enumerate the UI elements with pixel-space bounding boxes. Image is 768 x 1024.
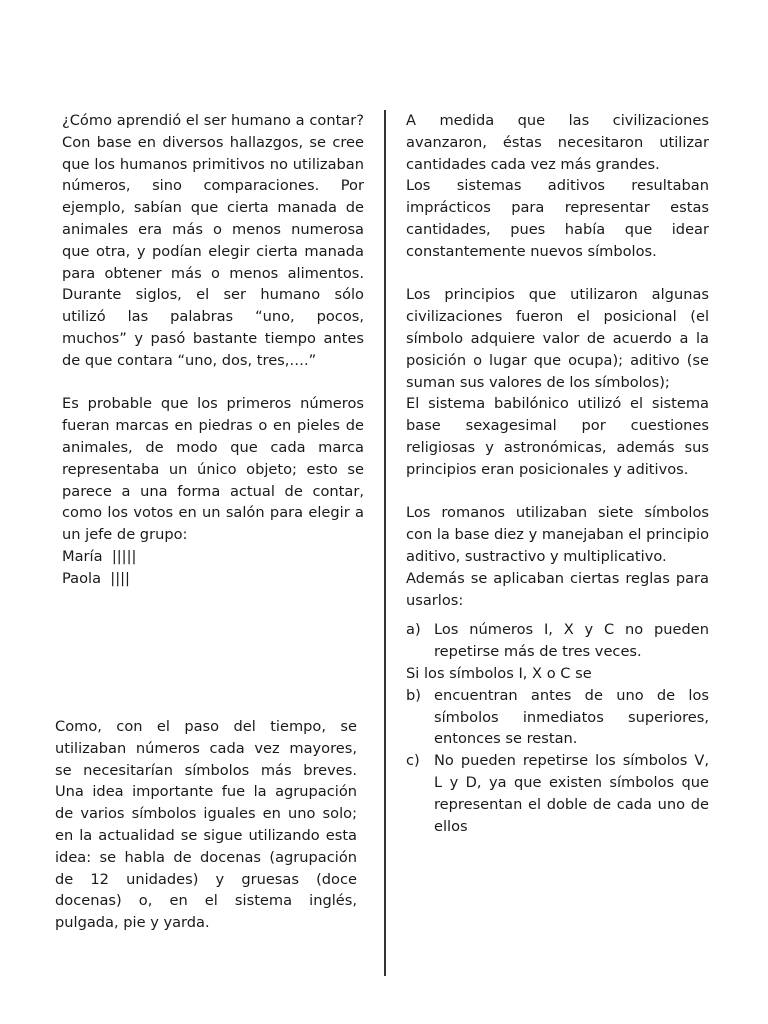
paragraph-gap	[62, 372, 364, 394]
column-divider	[384, 110, 386, 976]
civilizations-paragraph: A medida que las civilizaciones avanzaron, éstas necesitaron utilizar cantidades cada vez más grandes.	[406, 112, 709, 173]
tally-name: Paola	[62, 569, 102, 587]
paragraph-gap	[406, 263, 709, 285]
intro-paragraph: ¿Cómo aprendió el ser humano a contar? Con base en diversos hallazgos, se cree que los humanos primitivos no utilizaban números, sino comparaciones. Por ejemplo, sabían que cierta manada de animales era más o menos numerosa que otra, y podían elegir cierta manada para obtener más o menos alimentos. Durante siglos, el ser humano sólo utilizó las palabras “uno, pocos, muchos” y pasó bastante tiempo antes de que contara “uno, dos, tres,….”	[62, 112, 364, 369]
principles-paragraph: Los principios que utilizaron algunas civilizaciones fueron el posicional (el símbolo adquiere valor de acuerdo a la posición o lugar que ocupa); aditivo (se suman sus valores de los símbolos);	[406, 286, 709, 391]
rules-list	[406, 619, 709, 837]
babylonian-paragraph: El sistema babilónico utilizó el sistema base sexagesimal por cuestiones religiosas y astronómicas, además sus principios eran posicionales y aditivos.	[406, 395, 709, 478]
rule-text: Los números I, X y C no pueden repetirse más de tres veces.	[434, 621, 709, 661]
rule-text: No pueden repetirse los símbolos V, L y D, ya que existen símbolos que representan el doble de cada uno de ellos	[434, 752, 709, 835]
left-column-lower	[55, 716, 357, 934]
rule-item-b	[406, 685, 709, 750]
rule-marker: c)	[406, 752, 420, 770]
rule-note-text: Si los símbolos I, X o C se	[406, 664, 592, 682]
rule-marker: b)	[406, 686, 421, 704]
rule-marker: a)	[406, 621, 421, 639]
tally-row-paola	[62, 568, 364, 590]
rule-text: encuentran antes de uno de los símbolos inmediatos superiores, entonces se restan.	[434, 686, 709, 748]
tally-name: María	[62, 547, 103, 565]
rules-intro: Además se aplicaban ciertas reglas para usarlos:	[406, 569, 709, 609]
right-column	[406, 110, 709, 837]
additive-systems-paragraph: Los sistemas aditivos resultaban imprácticos para representar estas cantidades, pues había que idear constantemente nuevos símbolos.	[406, 177, 709, 260]
marks-paragraph: Es probable que los primeros números fueran marcas en piedras o en pieles de animales, de modo que cada marca representaba un único objeto; esto se parece a una forma actual de contar, como los votos en un salón para elegir a un jefe de grupo:	[62, 395, 364, 544]
tally-row-maria	[62, 546, 364, 568]
tally-marks: |||||	[111, 547, 137, 565]
rule-item-a	[406, 619, 709, 663]
left-column	[62, 110, 364, 590]
grouping-paragraph: Como, con el paso del tiempo, se utilizaban números cada vez mayores, se necesitarían símbolos más breves. Una idea importante fue la agrupación de varios símbolos iguales en uno solo; en la actualidad se sigue utilizando esta idea: se habla de docenas (agrupación de 12 unidades) y gruesas (doce docenas) o, en el sistema inglés, pulgada, pie y yarda.	[55, 718, 357, 932]
rule-note	[406, 663, 709, 685]
paragraph-gap	[406, 481, 709, 503]
rule-item-c	[406, 750, 709, 837]
romans-paragraph: Los romanos utilizaban siete símbolos con la base diez y manejaban el principio aditivo, sustractivo y multiplicativo.	[406, 504, 709, 565]
tally-marks: ||||	[110, 569, 130, 587]
